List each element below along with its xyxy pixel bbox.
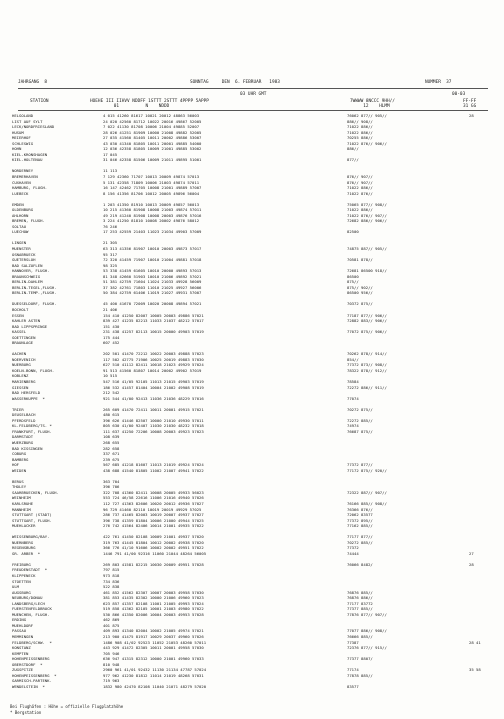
table-row xyxy=(12,157,492,163)
weather-codes: 72682 886// 906// xyxy=(347,218,387,224)
station-name: BREMEN, FLUGH. xyxy=(12,218,45,224)
station-name: GARMISCH-PARTENK. xyxy=(12,678,52,684)
station-name: KASSEL xyxy=(12,329,27,335)
station-name: BERUS xyxy=(12,478,24,484)
weather-codes: 77878 885// xyxy=(347,672,373,678)
station-codes: 319 763 41445 81804 10012 20002 49938 57020 xyxy=(103,539,204,545)
weather-codes: 76066 8482/ xyxy=(347,561,373,567)
weather-codes: 76166 885// 908// xyxy=(347,500,387,506)
station-codes: 422 761 41450 82108 10009 21001 49937 57020 xyxy=(103,534,204,540)
station-codes: 719 963 xyxy=(103,678,120,684)
station-codes: 112 727 41363 82606 10020 20012 49936 57027 xyxy=(103,500,204,506)
station-codes: 381 853 41435 82302 10000 21006 49960 57023 xyxy=(103,595,204,601)
station-codes: 45 400 41670 72009 10020 20008 49894 57021 xyxy=(103,301,202,307)
station-name: KL.FELDBERG/TS. * xyxy=(12,423,52,429)
station-name: GUETERSLOH xyxy=(12,257,36,263)
weather-codes: 72322 887// 907// xyxy=(347,489,387,495)
station-codes: 322 708 41360 82411 10008 20005 49933 56023 xyxy=(103,489,204,495)
weather-codes: 77177 877// xyxy=(347,534,373,540)
station-codes: 4 015 41260 81617 10021 20012 48863 56003 xyxy=(103,113,200,118)
station-name: GOETTINGEN xyxy=(12,334,36,340)
weather-codes: 71022 876// 907// xyxy=(347,212,387,218)
weather-codes: 72376 877// 915// xyxy=(347,645,387,651)
station-codes: 63 313 41356 81907 10010 20003 49873 57017 xyxy=(103,245,202,251)
table-row xyxy=(12,290,492,296)
footnote-airports: Bei Flughäfen : Höhe = offizielle Flugplatzhöhe xyxy=(10,704,124,709)
station-name: KIEL-KRONSHAGEN xyxy=(12,151,48,157)
station-name: BOCHOLT xyxy=(12,306,29,312)
station-name: BERLIN-TEMP.,FLUGH. xyxy=(12,290,57,296)
station-name: HAMBURG, FLUGH. xyxy=(12,185,48,191)
station-name: MUEHLDORF xyxy=(12,622,34,628)
column-codes: HOEHE III IIHVV NDDFF 1STTT 2STTT 4PPPP 5APPP xyxy=(90,99,209,104)
station-codes: 43 030 41340 81805 10011 20001 49885 54000 xyxy=(103,140,202,146)
weather-codes: 77372 877// xyxy=(347,462,373,468)
column-station: STATION xyxy=(30,99,49,104)
station-codes: 213 900 41475 81917 10029 20037 49960 57026 xyxy=(103,633,204,639)
station-name: STOETTEN xyxy=(12,578,31,584)
station-name: AACHEN xyxy=(12,351,27,357)
station-name: REGENSBURG xyxy=(12,545,36,551)
station-codes: 977 962 41230 81812 11014 21019 48268 57031 xyxy=(103,672,204,678)
station-codes: 95 317 xyxy=(103,251,118,257)
station-name: NOERVENICH xyxy=(12,356,36,362)
station-codes: 91 513 41560 81807 10014 20002 49902 57019 xyxy=(103,367,202,373)
station-codes: 810 948 xyxy=(103,661,120,667)
station-codes: 21 305 xyxy=(103,240,118,246)
station-name: WUERZBURG xyxy=(12,439,34,445)
weather-codes: 71022 886// xyxy=(347,129,373,135)
station-name: LIST AUF SYLT xyxy=(12,118,43,124)
station-name: AHLHORN xyxy=(12,212,29,218)
station-name: WEIDEN xyxy=(12,467,27,473)
station-codes: 734 836 xyxy=(103,578,120,584)
station-codes: 27 035 41560 81405 10011 20002 49886 53007 xyxy=(103,135,202,141)
station-codes: 72 320 41459 71907 10010 21004 49881 57018 xyxy=(103,257,202,263)
station-codes: 2960 961 41/01 92432 11130 21134 47787 57024 xyxy=(103,667,207,673)
station-name: STUTTGART (STADT) xyxy=(12,512,52,518)
station-name: OBERSTDORF * xyxy=(12,661,43,667)
station-codes: 10 515 xyxy=(103,373,118,379)
station-codes: 7 129 42360 71707 10013 20009 49874 57013 xyxy=(103,173,200,179)
station-name: KAHLER ASTEN xyxy=(12,318,41,324)
station-name: PFERDSFELD xyxy=(12,417,36,423)
weather-codes: 77162 885// xyxy=(347,523,373,529)
station-codes: 607 452 xyxy=(103,340,120,346)
station-codes: 547 516 41/05 92105 11013 21015 49903 57019 xyxy=(103,379,204,385)
station-codes: 797 815 xyxy=(103,567,120,573)
station-codes: 438 688 41540 81805 11002 21007 49941 57022 xyxy=(103,467,204,473)
station-codes: 49 219 41240 81908 10008 20003 49876 57016 xyxy=(103,212,202,218)
station-name: LANDSBERG/LECH xyxy=(12,600,45,606)
column-codes-sub: 01 N NDDD xyxy=(90,104,170,109)
station-name: HUSUM xyxy=(12,129,24,135)
station-name: MARIENBERG xyxy=(12,379,36,385)
table-row xyxy=(12,340,492,346)
station-codes: 1446 791 41/00 92316 11060 21044 48264 56005 xyxy=(103,550,207,556)
station-name: OLDENBURG xyxy=(12,207,34,213)
station-codes: 480 615 xyxy=(103,412,120,418)
station-codes: 265 609 41470 72411 10011 20001 49915 57021 xyxy=(103,406,204,412)
weather-codes: 82500 xyxy=(347,229,359,235)
station-codes: 5 131 42358 71809 10006 21003 49874 57011 xyxy=(103,179,200,185)
station-name: GR. ARBER * xyxy=(12,550,41,556)
weather-codes: 77177 83772 xyxy=(347,600,373,606)
station-codes: 186 532 41457 81404 10004 21002 49908 57019 xyxy=(103,384,204,390)
station-codes: 366 776 41/10 91606 10002 20002 49951 57022 xyxy=(103,545,204,551)
station-name: BAD SALZUFLEN xyxy=(12,262,43,268)
station-name: KLIPPENECK xyxy=(12,572,36,578)
header-rule-bottom xyxy=(18,110,488,111)
station-codes: 231 438 41257 82113 10015 20000 49903 57019 xyxy=(103,329,204,335)
station-codes: 24 020 42560 81712 10022 20016 49867 52005 xyxy=(103,118,202,124)
station-name: THOLEY xyxy=(12,484,27,490)
station-name: GIESSEN xyxy=(12,384,29,390)
station-name: FREIBURG xyxy=(12,561,31,567)
weather-codes: 875// xyxy=(347,279,359,285)
weather-codes: 83577 xyxy=(347,683,359,689)
station-codes: 12 036 42358 81805 10009 21001 49885 53002 xyxy=(103,146,202,152)
station-name: DUESSELDORF, FLUGH. xyxy=(12,301,57,307)
station-name: MUENCHEN, FLUGH. xyxy=(12,611,50,617)
station-codes: 522 838 xyxy=(103,584,120,590)
station-name: DARMSTADT xyxy=(12,434,34,440)
weather-codes: 70262 878// 914// xyxy=(347,351,387,357)
station-name: KOELN-BONN, FLUGH. xyxy=(12,367,55,373)
weather-codes: 70255 886// xyxy=(347,135,373,141)
station-name: BRAUNSCHWEIG xyxy=(12,273,41,279)
weather-codes: 78584 xyxy=(347,379,359,385)
station-name: BREMERHAVEN xyxy=(12,173,38,179)
weather-codes: 70272 885// xyxy=(347,539,373,545)
station-codes: 51 381 42759 71604 11024 21033 49928 56009 xyxy=(103,279,202,285)
station-name: BAD HERSFELD xyxy=(12,390,41,396)
station-name: ERDING xyxy=(12,617,27,623)
station-codes: 636 947 41315 82312 10000 21001 49960 57033 xyxy=(103,656,204,662)
station-codes: 276 742 41564 82406 10014 21001 49935 57022 xyxy=(103,523,204,529)
volume-label: JAHRGANG 8 xyxy=(18,80,48,85)
station-name: HANNOVER, FLUGH. xyxy=(12,268,50,274)
station-name: LINGEN xyxy=(12,240,27,246)
station-table xyxy=(12,113,492,689)
table-row xyxy=(12,523,492,529)
station-name: KIEL-HOLTENAU xyxy=(12,157,43,163)
weather-codes: 76876 885// xyxy=(347,589,373,595)
column-wind: FF-FF xyxy=(463,99,477,104)
station-codes: 461 852 41562 82307 10007 20003 49958 57030 xyxy=(103,589,204,595)
station-name: NEUBURG/DONAU xyxy=(12,595,43,601)
station-codes: 268 655 xyxy=(103,439,120,445)
weather-codes: 71022 876// 906// xyxy=(347,140,387,146)
station-name: ESSEN xyxy=(12,312,24,318)
weather-codes: 75065 877// 908// xyxy=(347,201,387,207)
station-name: FREUDENSTADT * xyxy=(12,567,48,573)
weather-codes: 71022 886// xyxy=(347,185,373,191)
station-name: NUERNBERG xyxy=(12,539,34,545)
station-name: LUEBECK xyxy=(12,190,29,196)
weather-codes: 72882 883// 906// xyxy=(347,318,387,324)
station-codes: 396 706 xyxy=(103,484,120,490)
weather-codes: 76666 885// xyxy=(347,633,373,639)
weather-codes: 74974 xyxy=(347,423,359,429)
weather-codes: 876// 907// xyxy=(347,173,373,179)
station-name: MUENSTER xyxy=(12,245,31,251)
station-codes: 81 348 42660 51903 10010 21006 49892 57021 xyxy=(103,273,202,279)
station-name: BERLIN-TEGEL,FLUGH. xyxy=(12,284,57,290)
station-codes: 282 658 xyxy=(103,445,120,451)
station-name: WASSERKUPPE * xyxy=(12,395,45,401)
station-codes: 3 224 41250 81810 10008 20002 49876 58012 xyxy=(103,218,200,224)
station-codes: 16 147 42462 71705 10008 21001 49889 57007 xyxy=(103,185,202,191)
station-codes: 839 427 41235 82213 11033 21037 48212 57017 xyxy=(103,318,204,324)
weather-codes: 77072 875// 906// xyxy=(347,329,387,335)
station-codes: 567 685 41218 81607 11013 21019 49924 57024 xyxy=(103,462,204,468)
station-codes: 623 857 41357 82108 11001 21005 49993 57024 xyxy=(103,600,204,606)
station-codes: 117 502 42775 71906 10025 20019 49883 57030 xyxy=(103,356,204,362)
weather-codes: 70581 878// xyxy=(347,257,373,263)
station-codes: 921 544 41/00 92413 11036 21036 48229 57016 xyxy=(103,395,204,401)
wind-gust: 35 58 xyxy=(469,667,481,673)
table-row xyxy=(12,191,492,197)
station-codes: 108 639 xyxy=(103,434,120,440)
station-name: STUTTGART, FLUGH. xyxy=(12,517,52,523)
weather-codes: 875// 902// xyxy=(347,284,373,290)
station-name: HOF xyxy=(12,462,20,468)
station-name: BRAUNLAGE xyxy=(12,340,34,346)
station-codes: 98 325 xyxy=(103,262,118,268)
wind-gust: 28 xyxy=(469,561,474,567)
station-name: OSNABRUECK xyxy=(12,251,36,257)
station-codes: 409 893 41340 82004 10002 21005 49974 57021 xyxy=(103,628,204,634)
weather-codes: 72272 886// 911// xyxy=(347,384,387,390)
weather-codes: 77377 885// xyxy=(347,606,373,612)
station-codes: 627 510 41112 82411 10018 21023 49929 57024 xyxy=(103,362,204,368)
station-codes: 11 113 xyxy=(103,168,118,174)
weather-codes: 72681 86500 918// xyxy=(347,268,387,274)
table-row xyxy=(12,684,492,690)
weather-codes: 77077 886// 908// xyxy=(347,628,387,634)
station-name: WEINHEIM xyxy=(12,495,31,501)
weather-codes: 74444 xyxy=(347,550,359,556)
station-codes: 363 704 xyxy=(103,478,120,484)
station-codes: 151 430 xyxy=(103,323,120,329)
weather-codes: 77174 xyxy=(347,667,359,673)
weather-codes: 86500 xyxy=(347,273,359,279)
weather-codes: 72062 83577 xyxy=(347,512,373,518)
station-name: HOHN xyxy=(12,146,22,152)
weather-codes: 77372 873// 908// xyxy=(347,362,387,368)
station-codes: 1486 908 41/02 92523 11052 21053 48260 57011 xyxy=(103,639,207,645)
station-name: DEUSELBACH xyxy=(12,412,36,418)
weather-codes: 77372 xyxy=(347,545,359,551)
station-codes: 8 156 41356 81706 10012 20005 49896 56004 xyxy=(103,190,200,196)
station-codes: 50 384 42759 61406 11019 21027 49931 57007 xyxy=(103,290,202,296)
station-name: HOHENPEISSENBERG xyxy=(12,656,50,662)
station-name: LUECHOW xyxy=(12,229,29,235)
table-row xyxy=(12,229,492,235)
station-name: SAARBRUECKEN, FLUGH. xyxy=(12,489,59,495)
station-name: FELDBERG/SCHW. * xyxy=(12,639,52,645)
weather-codes: 877// xyxy=(347,157,359,163)
weather-codes: 76687 875// xyxy=(347,428,373,434)
station-name: ZUGSPITZE xyxy=(12,667,34,673)
station-codes: 37 382 42761 71803 11010 21025 49927 56006 xyxy=(103,284,202,290)
station-name: WEISSENBURG/BAY. xyxy=(12,534,50,540)
weather-codes: 76366 876// xyxy=(347,506,373,512)
station-name: BAD LIPPSPRINGE xyxy=(12,323,48,329)
station-name: COBURG xyxy=(12,451,27,457)
station-name: NORDERNEY xyxy=(12,168,34,174)
station-codes: 286 737 41465 82003 10019 20007 49937 57027 xyxy=(103,512,204,518)
station-name: KONSTANZ xyxy=(12,645,31,651)
station-codes: 553 724 46/58 22616 11006 21016 49940 57026 xyxy=(103,495,204,501)
weather-codes: 71022 886// xyxy=(347,124,373,130)
station-name: BERLIN-DAHLEM xyxy=(12,279,43,285)
observation-time: 03 UHR GMT xyxy=(240,92,267,97)
station-codes: 462 869 xyxy=(103,617,120,623)
station-codes: 396 738 41359 81804 10006 21000 49944 57025 xyxy=(103,517,204,523)
column-wind-sub: 31 GG xyxy=(463,104,477,109)
station-name: BAMBERG xyxy=(12,456,29,462)
station-name: WENDELSTEIN * xyxy=(12,683,45,689)
weather-codes: 76876 886// xyxy=(347,595,373,601)
station-codes: 28 026 41251 81909 10000 21008 49882 52005 xyxy=(103,129,202,135)
station-name: KOBLENZ xyxy=(12,373,29,379)
station-name: CUXHAVEN xyxy=(12,179,31,185)
weather-codes: 77074 xyxy=(347,395,359,401)
weather-codes: 77187 877// 906// xyxy=(347,312,387,318)
station-codes: 805 630 41/00 92407 11030 21030 48232 57018 xyxy=(103,423,204,429)
station-name: MANNHEIM xyxy=(12,506,31,512)
station-name: KEMPTEN xyxy=(12,650,29,656)
station-name: FUERSTENFELDBRUCK xyxy=(12,606,52,612)
column-weather-sub: 12 HLMM xyxy=(350,104,390,109)
wind-gust: 27 xyxy=(469,550,474,556)
weather-codes: 71022 876// xyxy=(347,190,373,196)
station-name: EMDEN xyxy=(12,201,24,207)
weather-codes: 70372 875// xyxy=(347,301,373,307)
station-codes: 21 406 xyxy=(103,306,118,312)
station-codes: 239 675 xyxy=(103,456,120,462)
wind-gust: 28 xyxy=(469,113,474,118)
time-range: 00-03 xyxy=(452,92,466,97)
station-codes: 175 444 xyxy=(103,334,120,340)
weather-codes: 77377 8807/ xyxy=(347,656,373,662)
station-codes: 202 501 41470 72212 10022 20003 49888 57023 xyxy=(103,351,204,357)
station-codes: 17 253 42559 21403 11023 21034 49903 57009 xyxy=(103,229,202,235)
station-codes: 973 818 xyxy=(103,572,120,578)
weather-codes: 886// 908// xyxy=(347,118,373,124)
table-row xyxy=(12,551,492,557)
report-date: SONNTAG DEN 6. FEBRUAR 1983 xyxy=(190,80,280,85)
station-codes: 530 866 41350 82006 10004 20003 49953 57028 xyxy=(103,611,204,617)
weather-codes: 854// xyxy=(347,356,359,362)
station-name: SCHLESWIG xyxy=(12,140,34,146)
table-row xyxy=(12,396,492,402)
weather-codes: 71022 886// xyxy=(347,207,373,213)
column-weather: 7WWWW 8NCCC 9HH// xyxy=(350,99,395,104)
station-codes: 17 045 xyxy=(103,151,118,157)
station-codes: 96 729 41460 82110 10019 20019 49929 57025 xyxy=(103,506,202,512)
station-codes: 705 946 xyxy=(103,650,120,656)
station-name: MEMMINGEN xyxy=(12,633,34,639)
weather-codes: 886// xyxy=(347,146,359,152)
station-codes: 212 542 xyxy=(103,390,120,396)
weather-codes: 78322 878// 912// xyxy=(347,367,387,373)
weather-codes: 86500 956// xyxy=(347,290,373,296)
station-name: AUGSBURG xyxy=(12,589,31,595)
wind-gust: 28 41 xyxy=(469,639,481,645)
weather-codes: 74875 887// 905// xyxy=(347,245,387,251)
station-name: FRANKFURT, FLUGH. xyxy=(12,428,52,434)
footnote-mountain: * Bergstation xyxy=(10,710,42,715)
table-row xyxy=(12,468,492,474)
station-name: SOLTAU xyxy=(12,223,27,229)
weather-codes: 72272 885// xyxy=(347,417,373,423)
station-name: LECK/NORDFRIESLAND xyxy=(12,124,55,130)
station-codes: 443 929 41472 82305 10011 20001 49958 57030 xyxy=(103,645,204,651)
station-codes: 53 338 41459 61605 10010 20000 49893 57013 xyxy=(103,268,202,274)
station-codes: 337 671 xyxy=(103,451,120,457)
weather-codes: 76062 877// 905// xyxy=(347,113,387,118)
station-codes: 519 858 41362 82105 10001 21003 49980 57022 xyxy=(103,606,204,612)
station-codes: 111 637 41250 72206 10008 20003 49923 57023 xyxy=(103,428,204,434)
weather-codes: 876// 907// xyxy=(347,179,373,185)
report-number: NUMMER 37 xyxy=(425,80,452,85)
weather-codes: 77387 xyxy=(347,639,359,645)
station-name: HELGOLAND xyxy=(12,113,34,118)
station-codes: 401 875 xyxy=(103,622,120,628)
station-codes: 1832 980 42470 82108 11040 21071 48279 57020 xyxy=(103,683,207,689)
station-codes: 269 803 41581 82215 10030 20009 49951 57028 xyxy=(103,561,204,567)
weather-codes: 77372 895// xyxy=(347,517,373,523)
station-name: MEIERHOF xyxy=(12,135,31,141)
station-name: ULM xyxy=(12,584,20,590)
station-name: NUERBURG xyxy=(12,362,31,368)
station-codes: 154 410 41250 82007 10005 20003 49886 57021 xyxy=(103,312,204,318)
station-codes: 1 203 41350 81910 10013 20009 49857 56013 xyxy=(103,201,200,207)
station-name: BAD KISSINGEN xyxy=(12,445,43,451)
station-codes: 10 215 41360 81908 10008 21003 49874 57011 xyxy=(103,207,202,213)
station-name: MUEHLACKER xyxy=(12,523,36,529)
station-codes: 7 022 41130 81708 10006 21004 49885 52007 xyxy=(103,124,200,130)
weather-codes: 77876 877// 907// xyxy=(347,611,387,617)
station-codes: 31 046 42358 81506 10009 21011 49895 51001 xyxy=(103,157,202,163)
weather-codes: 77172 875// 920// xyxy=(347,467,387,473)
header-rule-top xyxy=(18,88,488,89)
station-name: PASSAU xyxy=(12,628,27,634)
station-codes: 76 246 xyxy=(103,223,118,229)
station-name: KARLSRUHE xyxy=(12,500,34,506)
station-name: HOHENPEISSENBERG * xyxy=(12,672,57,678)
station-codes: 396 626 41446 82507 10000 21010 49930 57011 xyxy=(103,417,204,423)
weather-codes: 70272 875// xyxy=(347,406,373,412)
station-name: TRIER xyxy=(12,406,24,412)
